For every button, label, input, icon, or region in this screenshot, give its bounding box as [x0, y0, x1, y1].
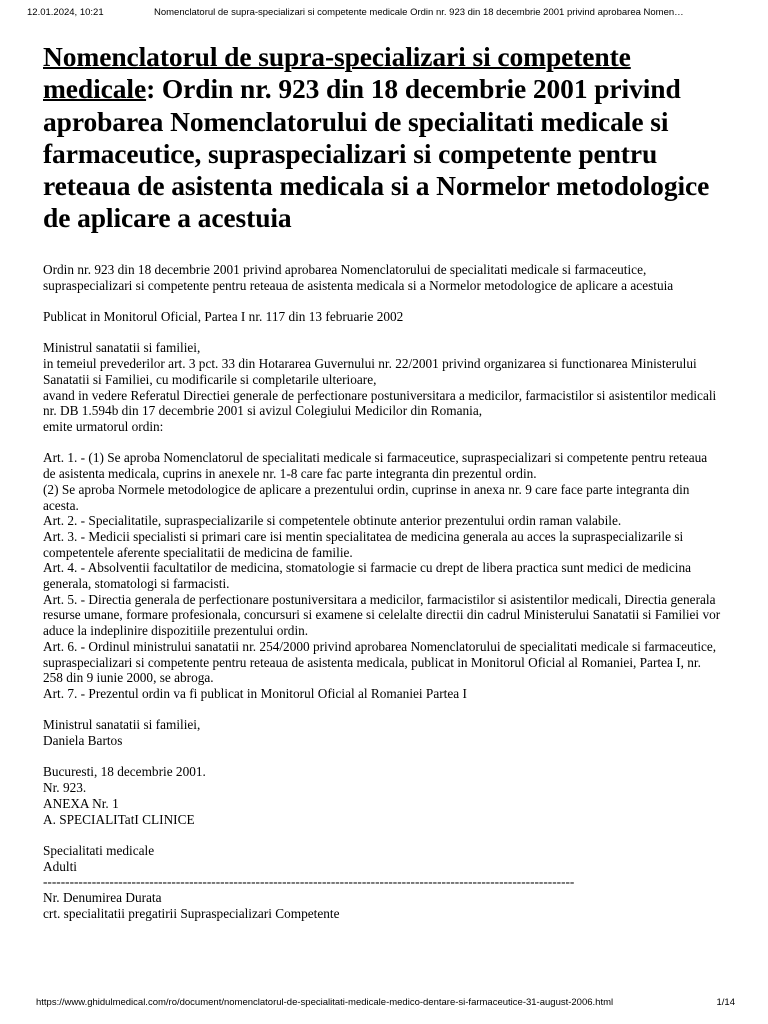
document-body	[43, 262, 723, 921]
signature-name: Daniela Bartos	[43, 733, 123, 749]
print-footer	[36, 997, 735, 1008]
annex-section: A. SPECIALITatI CLINICE	[43, 811, 195, 827]
closing-place-date: Bucuresti, 18 decembrie 2001.	[43, 764, 206, 780]
publication-note: Publicat in Monitorul Oficial, Partea I nr. 117 din 13 februarie 2002	[43, 309, 404, 325]
print-header	[27, 7, 754, 18]
article-6: Art. 6. - Ordinul ministrului sanatatii nr. 254/2000 privind aprobarea Nomenclatorului de specialitati medicale si farmaceutice, supraspecializari si competente pentru reteaua de asistenta medicala, publicat in Monitorul Oficial al Romaniei, Partea I, nr. 258 din 9 iunie 2000, se abroga.	[43, 638, 717, 686]
title-link[interactable]: Nomenclatorul de supra-specializari si competente medicale	[43, 41, 631, 105]
table-separator: ------------------------------------------------------------------------------------------------------------------------	[43, 874, 575, 890]
article-5: Art. 5. - Directia generala de perfectionare postuniversitara a medicilor, farmacistilor si asistentilor medicali, Directia generala resurse umane, formare profesionala, concursuri si examene si celelalte directii din cadrul Ministerului Sanatatii si Familiei vor aduce la indeplinire dispozitiile prezentului ordin.	[43, 591, 721, 639]
page-number: 1/14	[716, 997, 735, 1008]
signature-role: Ministrul sanatatii si familiei,	[43, 717, 201, 733]
article-4: Art. 4. - Absolventii facultatilor de medicina, stomatologie si farmacie cu drept de libera practica sunt medici de medicina generala, stomatologi si farmacisti.	[43, 560, 691, 592]
preamble-line: emite urmatorul ordin:	[43, 419, 164, 434]
print-document-title: Nomenclatorul de supra-specializari si competente medicale Ordin nr. 923 din 18 decembrie 2001 privind aprobarea Nomen…	[154, 7, 684, 18]
annex-title: ANEXA Nr. 1	[43, 795, 119, 811]
preamble-line: Ministrul sanatatii si familiei,	[43, 340, 201, 356]
print-datetime: 12.01.2024, 10:21	[27, 7, 104, 18]
print-url: https://www.ghidulmedical.com/ro/document/nomenclatorul-de-specialitati-medicale-medico-dentare-si-farmaceutice-31-august-2006.html	[36, 997, 614, 1008]
article-3: Art. 3. - Medicii specialisti si primari care isi mentin specialitatea de medicina generala au acces la supraspecializarile si competentele aferente specialitatii de medicina de familie.	[43, 528, 684, 560]
preamble-line: in temeiul prevederilor art. 3 pct. 33 din Hotararea Guvernului nr. 22/2001 privind organizarea si functionarea Ministerului Sanatatii si Familiei, cu modificarile si completarile ulterioare,	[43, 356, 697, 387]
article-7: Art. 7. - Prezentul ordin va fi publicat in Monitorul Oficial al Romaniei Partea I	[43, 685, 467, 701]
table-header-row-2: crt. specialitatii pregatirii Supraspecializari Competente	[43, 905, 340, 921]
specialty-subgroup: Adulti	[43, 858, 77, 874]
article-2: Art. 2. - Specialitatile, supraspecializarile si competentele obtinute anterior prezentului ordin raman valabile.	[43, 513, 622, 529]
specialty-group: Specialitati medicale	[43, 842, 155, 858]
preamble-line: avand in vedere Referatul Directiei generale de perfectionare postuniversitara a medicilor, farmacistilor si asistentilor medicali nr. DB 1.594b din 17 decembrie 2001 si avizul Colegiului Medicilor din Romania,	[43, 387, 717, 419]
page-title	[43, 41, 733, 235]
article-1-paragraph-2: (2) Se aproba Normele metodologice de aplicare a prezentului ordin, cuprinse in anexa nr. 9 care face parte integranta din acesta.	[43, 481, 690, 513]
article-1: Art. 1. - (1) Se aproba Nomenclatorul de specialitati medicale si farmaceutice, supraspecializari si competente pentru reteaua de asistenta medicala, cuprins in anexele nr. 1-8 care fac parte integranta din prezentul ordin.	[43, 450, 708, 482]
intro-paragraph: Ordin nr. 923 din 18 decembrie 2001 privind aprobarea Nomenclatorului de specialitati medicale si farmaceutice, supraspecializari si competente pentru reteaua de asistenta medicala si a Normelor metodologice de aplicare a acestuia	[43, 262, 674, 293]
table-header-row-1: Nr. Denumirea Durata	[43, 890, 162, 906]
title-rest: : Ordin nr. 923 din 18 decembrie 2001 privind aprobarea Nomenclatorului de specialitati medicale si farmaceutice, supraspecializari si competente pentru reteaua de asistenta medicala si a Normelor metodologice de aplicare a acestuia	[43, 73, 710, 234]
closing-number: Nr. 923.	[43, 780, 87, 796]
